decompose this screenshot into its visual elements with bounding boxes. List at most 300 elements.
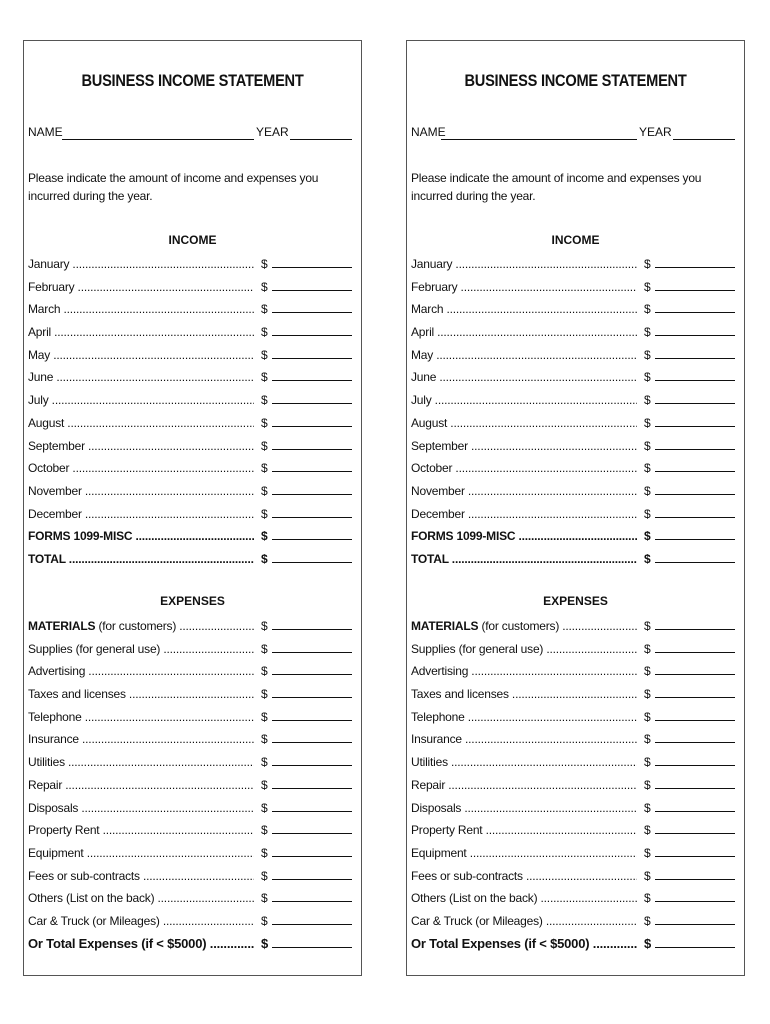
label-text: Disposals xyxy=(28,800,79,815)
income-row-may xyxy=(28,344,352,367)
dollar-sign: $ xyxy=(261,845,268,860)
income-amount-field[interactable] xyxy=(272,517,352,518)
label-text: Others (List on the back) xyxy=(28,891,155,906)
income-amount-field[interactable] xyxy=(655,539,735,540)
expense-amount-field[interactable] xyxy=(272,629,352,630)
dollar-sign: $ xyxy=(644,868,651,883)
income-amount-field[interactable] xyxy=(655,494,735,495)
instructions-text: Please indicate the amount of income and expenses you incurred during the year. xyxy=(411,171,702,203)
income-amount-field[interactable] xyxy=(272,449,352,450)
income-row-april xyxy=(411,321,735,344)
expense-label xyxy=(411,933,637,955)
label-text: FORMS 1099-MISC xyxy=(411,529,516,544)
dollar-sign: $ xyxy=(644,891,651,906)
expense-amount-field[interactable] xyxy=(272,856,352,857)
income-label xyxy=(411,298,637,320)
income-row-february xyxy=(411,276,735,299)
income-row-august xyxy=(28,412,352,435)
income-amount-field[interactable] xyxy=(272,312,352,313)
income-label xyxy=(411,389,637,411)
name-label: NAME xyxy=(411,125,446,139)
expense-rows xyxy=(28,615,352,955)
dollar-sign: $ xyxy=(644,664,651,679)
dollar-sign: $ xyxy=(644,483,651,498)
label-text: April xyxy=(411,325,435,340)
label-text: Disposals xyxy=(411,800,462,815)
label-text: August xyxy=(28,415,65,430)
label-text: Car & Truck (or Mileages) xyxy=(411,913,543,928)
income-amount-field[interactable] xyxy=(655,449,735,450)
dollar-sign: $ xyxy=(644,347,651,362)
income-amount-field[interactable] xyxy=(655,267,735,268)
expense-row-car-truck-or-mileages xyxy=(411,910,735,933)
expense-row-taxes-and-licenses xyxy=(411,683,735,706)
income-label xyxy=(411,525,637,547)
label-text: Property Rent xyxy=(411,823,483,838)
income-label xyxy=(28,253,254,275)
expense-row-fees-or-sub-contracts xyxy=(411,865,735,888)
expense-amount-field[interactable] xyxy=(272,833,352,834)
income-label xyxy=(28,457,254,479)
dollar-sign: $ xyxy=(644,415,651,430)
dollar-sign: $ xyxy=(261,755,268,770)
label-text: Car & Truck (or Mileages) xyxy=(28,913,160,928)
dollar-sign: $ xyxy=(261,370,268,385)
income-amount-field[interactable] xyxy=(655,562,735,563)
expense-row-insurance xyxy=(28,728,352,751)
expense-amount-field[interactable] xyxy=(655,879,735,880)
label-text: December xyxy=(28,506,82,521)
label-text: (for customers) xyxy=(95,619,177,633)
income-row-november xyxy=(28,480,352,503)
income-amount-field[interactable] xyxy=(272,403,352,404)
income-row-june xyxy=(28,366,352,389)
expense-amount-field[interactable] xyxy=(272,720,352,721)
expense-row-fees-or-sub-contracts xyxy=(28,865,352,888)
income-amount-field[interactable] xyxy=(272,380,352,381)
income-row-total xyxy=(411,548,735,571)
dollar-sign: $ xyxy=(644,845,651,860)
expense-label xyxy=(411,797,637,819)
income-amount-field[interactable] xyxy=(272,539,352,540)
income-row-march xyxy=(28,298,352,321)
label-text: Property Rent xyxy=(28,823,100,838)
dollar-sign: $ xyxy=(644,800,651,815)
income-row-january xyxy=(411,253,735,276)
expense-label xyxy=(411,638,637,660)
dollar-sign: $ xyxy=(261,325,268,340)
dollar-sign: $ xyxy=(644,551,651,566)
label-text: December xyxy=(411,506,465,521)
expense-row-telephone xyxy=(411,706,735,729)
income-row-march xyxy=(411,298,735,321)
expense-row-property-rent xyxy=(411,819,735,842)
income-label xyxy=(411,253,637,275)
dollar-sign: $ xyxy=(261,868,268,883)
expense-label xyxy=(28,797,254,819)
income-amount-field[interactable] xyxy=(655,403,735,404)
dollar-sign: $ xyxy=(261,732,268,747)
label-text: Utilities xyxy=(411,755,448,770)
name-year-row xyxy=(411,125,735,143)
income-amount-field[interactable] xyxy=(272,335,352,336)
income-amount-field[interactable] xyxy=(655,471,735,472)
label-text: May xyxy=(28,347,51,362)
label-text: Supplies (for general use) xyxy=(28,641,161,656)
dollar-sign: $ xyxy=(261,800,268,815)
label-text: November xyxy=(28,483,82,498)
label-bold-part: MATERIALS xyxy=(28,619,96,633)
expense-amount-field[interactable] xyxy=(655,720,735,721)
income-label xyxy=(28,435,254,457)
expense-label xyxy=(411,819,637,841)
income-label xyxy=(411,480,637,502)
expense-amount-field[interactable] xyxy=(655,629,735,630)
expense-label xyxy=(28,706,254,728)
expense-label xyxy=(28,842,254,864)
income-label xyxy=(28,525,254,547)
label-text: November xyxy=(411,483,465,498)
income-label xyxy=(411,412,637,434)
expense-label xyxy=(28,865,254,887)
label-text: Advertising xyxy=(28,664,86,679)
expense-amount-field[interactable] xyxy=(655,697,735,698)
expense-label xyxy=(411,706,637,728)
dollar-sign: $ xyxy=(261,913,268,928)
label-text: Equipment xyxy=(28,845,84,860)
expense-row-repair xyxy=(411,774,735,797)
expense-label xyxy=(411,910,637,932)
expense-label xyxy=(411,751,637,773)
expense-amount-field[interactable] xyxy=(655,856,735,857)
label-text: April xyxy=(28,325,52,340)
expense-amount-field[interactable] xyxy=(272,947,352,948)
dollar-sign: $ xyxy=(644,755,651,770)
income-amount-field[interactable] xyxy=(272,267,352,268)
income-row-september xyxy=(411,435,735,458)
expense-row-utilities xyxy=(28,751,352,774)
dollar-sign: $ xyxy=(644,461,651,476)
dollar-sign: $ xyxy=(261,257,268,271)
expense-amount-field[interactable] xyxy=(655,765,735,766)
expense-row-or-total-expenses-if-5000 xyxy=(28,933,352,956)
expense-label xyxy=(28,660,254,682)
dollar-sign: $ xyxy=(261,393,268,408)
expense-amount-field[interactable] xyxy=(655,833,735,834)
label-text: March xyxy=(28,302,61,317)
dollar-sign: $ xyxy=(261,461,268,476)
label-text: June xyxy=(28,370,54,385)
dollar-sign: $ xyxy=(644,687,651,702)
income-amount-field[interactable] xyxy=(272,562,352,563)
income-row-july xyxy=(411,389,735,412)
expense-label xyxy=(411,865,637,887)
label-text: Insurance xyxy=(411,732,462,747)
income-row-august xyxy=(411,412,735,435)
name-field[interactable] xyxy=(62,139,254,140)
label-bold-part: MATERIALS xyxy=(411,619,479,633)
expense-label xyxy=(28,910,254,932)
year-label: YEAR xyxy=(256,125,289,139)
dollar-sign: $ xyxy=(644,302,651,317)
label-text: Telephone xyxy=(28,709,82,724)
label-text: Insurance xyxy=(28,732,79,747)
label-text: Or Total Expenses (if < $5000) xyxy=(411,935,590,951)
expense-label xyxy=(28,933,254,955)
income-row-september xyxy=(28,435,352,458)
expense-row-telephone xyxy=(28,706,352,729)
expense-amount-field[interactable] xyxy=(272,742,352,743)
expense-label xyxy=(28,774,254,796)
expense-row-advertising xyxy=(411,660,735,683)
label-text: January xyxy=(411,257,453,271)
expense-amount-field[interactable] xyxy=(655,674,735,675)
dollar-sign: $ xyxy=(261,415,268,430)
label-text: October xyxy=(28,461,70,476)
income-row-october xyxy=(411,457,735,480)
expense-label xyxy=(28,683,254,705)
label-text: Others (List on the back) xyxy=(411,891,538,906)
income-label xyxy=(28,276,254,298)
dollar-sign: $ xyxy=(644,732,651,747)
label-text: July xyxy=(411,393,432,408)
label-text: Supplies (for general use) xyxy=(411,641,544,656)
expense-row-supplies-for-general-use xyxy=(28,638,352,661)
expense-label xyxy=(411,728,637,750)
dollar-sign: $ xyxy=(261,302,268,317)
expense-row-car-truck-or-mileages xyxy=(28,910,352,933)
expense-amount-field[interactable] xyxy=(272,788,352,789)
income-row-july xyxy=(28,389,352,412)
income-row-april xyxy=(28,321,352,344)
income-amount-field[interactable] xyxy=(272,290,352,291)
dollar-sign: $ xyxy=(644,438,651,453)
expense-row-supplies-for-general-use xyxy=(411,638,735,661)
income-rows xyxy=(411,253,735,571)
expense-row-or-total-expenses-if-5000 xyxy=(411,933,735,956)
expense-label xyxy=(411,615,637,637)
dollar-sign: $ xyxy=(261,529,268,544)
expense-label xyxy=(28,887,254,909)
expense-rows xyxy=(411,615,735,955)
expense-row-property-rent xyxy=(28,819,352,842)
income-row-january xyxy=(28,253,352,276)
label-text: Fees or sub-contracts xyxy=(28,868,140,883)
expense-label xyxy=(28,751,254,773)
expense-row-materials-for-customers xyxy=(411,615,735,638)
income-label xyxy=(411,321,637,343)
dollar-sign: $ xyxy=(644,529,651,544)
income-label xyxy=(28,412,254,434)
dollar-sign: $ xyxy=(644,935,652,951)
income-amount-field[interactable] xyxy=(272,471,352,472)
dollar-sign: $ xyxy=(261,935,269,951)
label-text: July xyxy=(28,393,49,408)
expense-amount-field[interactable] xyxy=(272,901,352,902)
dollar-sign: $ xyxy=(261,483,268,498)
expense-amount-field[interactable] xyxy=(272,765,352,766)
year-field[interactable] xyxy=(673,139,735,140)
income-heading: INCOME xyxy=(551,233,600,247)
income-label xyxy=(411,457,637,479)
income-amount-field[interactable] xyxy=(655,517,735,518)
expense-label xyxy=(411,774,637,796)
income-label xyxy=(28,389,254,411)
expense-row-disposals xyxy=(28,797,352,820)
expense-amount-field[interactable] xyxy=(272,652,352,653)
income-label xyxy=(411,344,637,366)
dollar-sign: $ xyxy=(261,664,268,679)
expense-amount-field[interactable] xyxy=(272,924,352,925)
dollar-sign: $ xyxy=(644,257,651,271)
dollar-sign: $ xyxy=(644,393,651,408)
expense-label xyxy=(28,638,254,660)
income-amount-field[interactable] xyxy=(655,312,735,313)
label-text: March xyxy=(411,302,444,317)
expense-amount-field[interactable] xyxy=(655,788,735,789)
dollar-sign: $ xyxy=(261,438,268,453)
year-label: YEAR xyxy=(639,125,672,139)
dollar-sign: $ xyxy=(261,641,268,656)
income-rows xyxy=(28,253,352,571)
dollar-sign: $ xyxy=(644,913,651,928)
expense-label xyxy=(411,683,637,705)
income-label xyxy=(28,321,254,343)
income-amount-field[interactable] xyxy=(272,426,352,427)
income-label xyxy=(28,366,254,388)
dollar-sign: $ xyxy=(261,619,268,633)
dollar-sign: $ xyxy=(261,891,268,906)
label-text: May xyxy=(411,347,434,362)
income-row-december xyxy=(411,503,735,526)
label-text: January xyxy=(28,257,70,271)
expense-row-utilities xyxy=(411,751,735,774)
income-row-forms-1099-misc xyxy=(28,525,352,548)
income-label xyxy=(411,435,637,457)
income-label xyxy=(28,298,254,320)
expense-amount-field[interactable] xyxy=(655,947,735,948)
label-text: Equipment xyxy=(411,845,467,860)
income-label xyxy=(411,503,637,525)
label-text: Repair xyxy=(28,777,63,792)
expense-row-disposals xyxy=(411,797,735,820)
dollar-sign: $ xyxy=(644,709,651,724)
label-text: February xyxy=(411,279,458,294)
expense-row-advertising xyxy=(28,660,352,683)
income-label xyxy=(28,344,254,366)
income-amount-field[interactable] xyxy=(655,290,735,291)
expense-amount-field[interactable] xyxy=(272,674,352,675)
expense-label xyxy=(28,615,254,637)
expenses-heading: EXPENSES xyxy=(160,594,225,608)
expense-amount-field[interactable] xyxy=(655,901,735,902)
dollar-sign: $ xyxy=(261,709,268,724)
income-label xyxy=(28,480,254,502)
expense-row-taxes-and-licenses xyxy=(28,683,352,706)
income-amount-field[interactable] xyxy=(655,358,735,359)
label-text: Fees or sub-contracts xyxy=(411,868,523,883)
dollar-sign: $ xyxy=(644,370,651,385)
expense-row-materials-for-customers xyxy=(28,615,352,638)
income-row-forms-1099-misc xyxy=(411,525,735,548)
name-label: NAME xyxy=(28,125,63,139)
name-field[interactable] xyxy=(441,139,637,140)
dollar-sign: $ xyxy=(261,551,268,566)
expense-label xyxy=(28,819,254,841)
form-title: BUSINESS INCOME STATEMENT xyxy=(464,71,687,90)
label-text: Taxes and licenses xyxy=(411,687,509,702)
dollar-sign: $ xyxy=(644,506,651,521)
dollar-sign: $ xyxy=(261,823,268,838)
income-label xyxy=(411,548,637,570)
label-text: September xyxy=(28,438,85,453)
dollar-sign: $ xyxy=(644,279,651,294)
label-text: TOTAL xyxy=(28,551,66,566)
dollar-sign: $ xyxy=(644,823,651,838)
dollar-sign: $ xyxy=(644,777,651,792)
instructions-text: Please indicate the amount of income and expenses you incurred during the year. xyxy=(28,171,319,203)
expense-label xyxy=(28,728,254,750)
label-text: Taxes and licenses xyxy=(28,687,126,702)
expense-amount-field[interactable] xyxy=(272,697,352,698)
dollar-sign: $ xyxy=(261,506,268,521)
expense-row-repair xyxy=(28,774,352,797)
expense-amount-field[interactable] xyxy=(655,652,735,653)
dollar-sign: $ xyxy=(261,347,268,362)
expense-amount-field[interactable] xyxy=(655,742,735,743)
income-label xyxy=(28,548,254,570)
expense-amount-field[interactable] xyxy=(272,879,352,880)
income-row-june xyxy=(411,366,735,389)
label-text: Utilities xyxy=(28,755,65,770)
income-amount-field[interactable] xyxy=(655,426,735,427)
expense-label xyxy=(411,887,637,909)
dollar-sign: $ xyxy=(261,777,268,792)
expense-amount-field[interactable] xyxy=(655,811,735,812)
income-label xyxy=(411,366,637,388)
expense-row-others-list-on-the-back xyxy=(28,887,352,910)
label-text: Advertising xyxy=(411,664,469,679)
expense-amount-field[interactable] xyxy=(272,811,352,812)
income-heading: INCOME xyxy=(168,233,217,247)
label-text: June xyxy=(411,370,437,385)
income-amount-field[interactable] xyxy=(272,494,352,495)
name-year-row xyxy=(28,125,352,143)
expenses-heading: EXPENSES xyxy=(543,594,608,608)
income-amount-field[interactable] xyxy=(655,380,735,381)
label-text: (for customers) xyxy=(478,619,560,633)
income-row-may xyxy=(411,344,735,367)
expense-row-others-list-on-the-back xyxy=(411,887,735,910)
label-text: August xyxy=(411,415,448,430)
dollar-sign: $ xyxy=(261,687,268,702)
expense-label xyxy=(411,842,637,864)
label-text: Repair xyxy=(411,777,446,792)
year-field[interactable] xyxy=(290,139,352,140)
expense-row-equipment xyxy=(411,842,735,865)
form-panel-right xyxy=(406,40,745,976)
expense-amount-field[interactable] xyxy=(655,924,735,925)
label-text: September xyxy=(411,438,468,453)
income-row-november xyxy=(411,480,735,503)
dollar-sign: $ xyxy=(644,619,651,633)
income-row-february xyxy=(28,276,352,299)
income-row-december xyxy=(28,503,352,526)
income-label xyxy=(28,503,254,525)
form-panel-left xyxy=(23,40,362,976)
income-amount-field[interactable] xyxy=(655,335,735,336)
income-amount-field[interactable] xyxy=(272,358,352,359)
